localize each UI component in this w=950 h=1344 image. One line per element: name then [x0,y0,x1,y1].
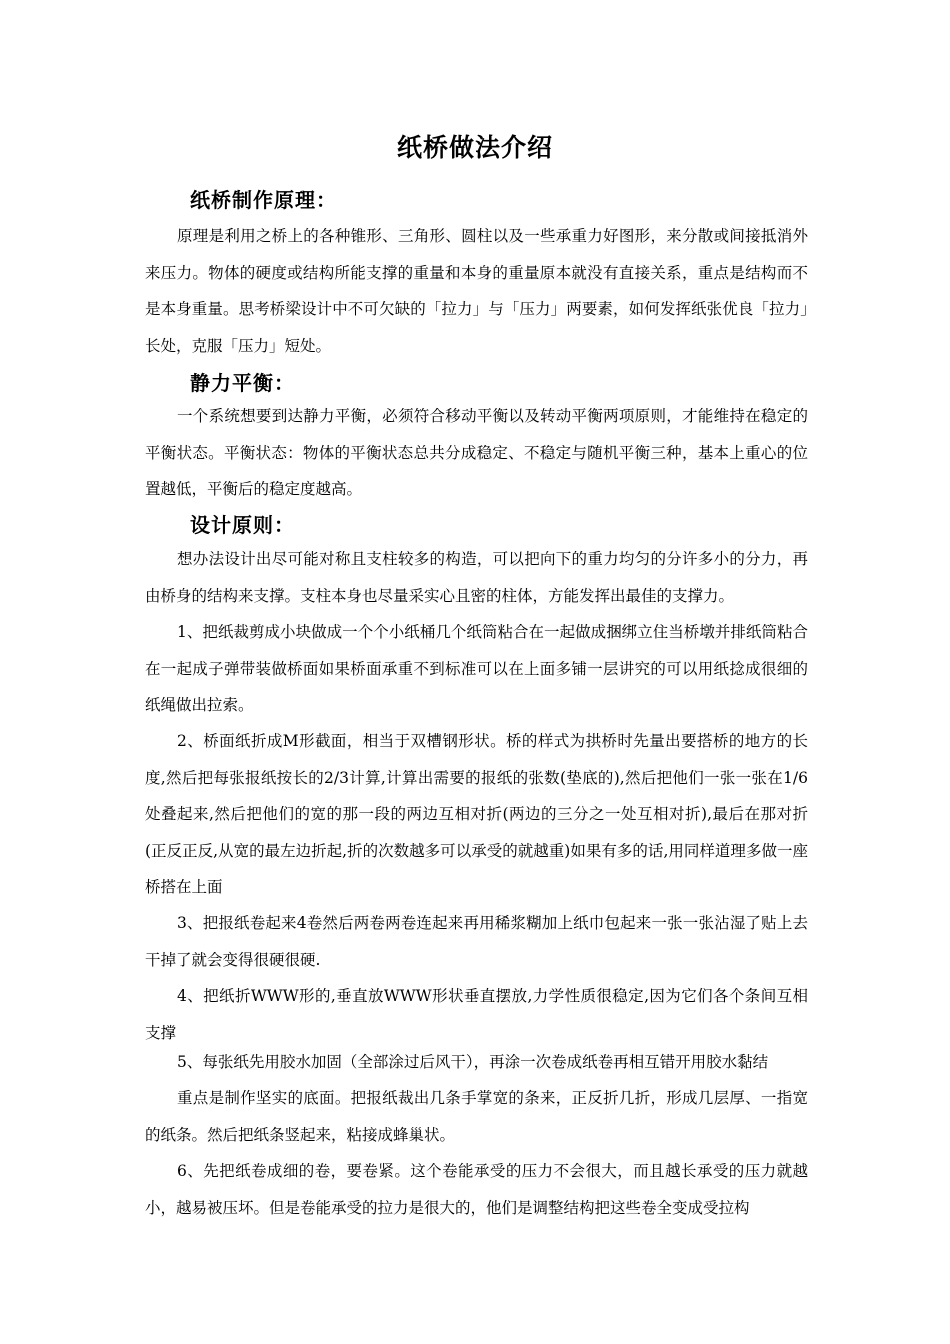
paragraph-method-4: 4、把纸折WWW形的,垂直放WWW形状垂直摆放,力学性质很稳定,因为它们各个条间互相支撑 [145,987,808,1042]
paragraph-method-2: 2、桥面纸折成M形截面，相当于双槽钢形状。桥的样式为拱桥时先量出要搭桥的地方的长度,然后把每张报纸按长的2/3计算,计算出需要的报纸的张数(垫底的),然后把他们一张一张在1/6处叠起来,然后把他们的宽的那一段的两边互相对折(两边的三分之一处互相对折),最后在那对折(正反正反,从宽的最左边折起,折的次数越多可以承受的就越重)如果有多的话,用同样道理多做一座桥搭在上面 [145,732,808,896]
paragraph-method-5: 5、每张纸先用胶水加固（全部涂过后风干），再涂一次卷成纸卷再相互错开用胶水黏结 [177,1053,769,1071]
page-title: 纸桥做法介绍 [396,133,553,162]
section-heading-static-balance: 静力平衡： [190,371,295,395]
section-heading-design: 设计原则： [190,513,295,537]
paragraph-method-6: 6、先把纸卷成细的卷，要卷紧。这个卷能承受的压力不会很大，而且越长承受的压力就越小，越易被压坏。但是卷能承受的拉力是很大的，他们是调整结构把这些卷全变成受拉构 [145,1162,808,1217]
paragraph-static-balance: 一个系统想要到达静力平衡，必须符合移动平衡以及转动平衡两项原则，才能维持在稳定的平衡状态。平衡状态：物体的平衡状态总共分成稳定、不稳定与随机平衡三种，基本上重心的位置越低，平衡后的稳定度越高。 [145,407,808,498]
paragraph-principle: 原理是利用之桥上的各种锥形、三角形、圆柱以及一些承重力好图形，来分散或间接抵消外来压力。物体的硬度或结构所能支撑的重量和本身的重量原本就没有直接关系，重点是结构而不是本身重量。思考桥梁设计中不可欠缺的「拉力」与「压力」两要素，如何发挥纸张优良「拉力」长处，克服「压力」短处。 [145,227,808,355]
paragraph-method-3: 3、把报纸卷起来4卷然后两卷两卷连起来再用稀浆糊加上纸巾包起来一张一张沾湿了贴上去干掉了就会变得很硬很硬. [145,914,808,969]
section-heading-principle: 纸桥制作原理： [190,188,337,212]
paragraph-design-intro: 想办法设计出尽可能对称且支柱较多的构造，可以把向下的重力均匀的分许多小的分力，再由桥身的结构来支撑。支柱本身也尽量采实心且密的柱体，方能发挥出最佳的支撑力。 [145,550,808,605]
paragraph-method-5-note: 重点是制作坚实的底面。把报纸裁出几条手掌宽的条来，正反折几折，形成几层厚、一指宽的纸条。然后把纸条竖起来，粘接成蜂巢状。 [145,1089,808,1144]
paragraph-method-1: 1、把纸裁剪成小块做成一个个小纸桶几个纸筒粘合在一起做成捆绑立住当桥墩并排纸筒粘合在一起成子弹带装做桥面如果桥面承重不到标准可以在上面多铺一层讲究的可以用纸捻成很细的纸绳做出拉索。 [145,623,808,714]
